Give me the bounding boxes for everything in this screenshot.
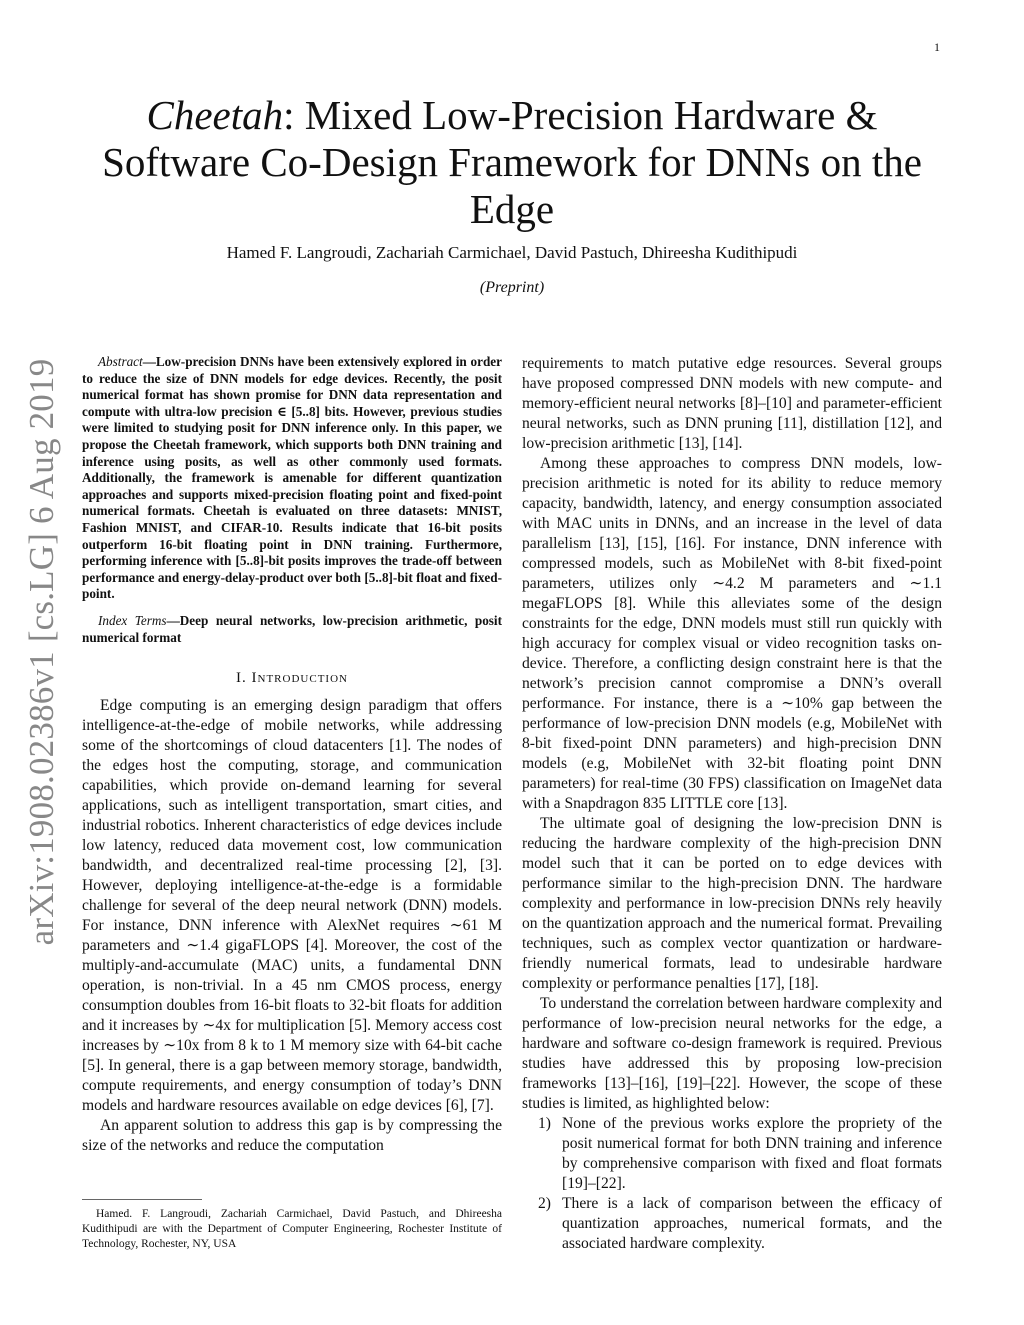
limitations-list — [522, 1114, 942, 1254]
list-item-number: 2) — [538, 1195, 551, 1212]
paragraph: Among these approaches to compress DNN models, low-precision arithmetic is noted for its ability to reduce memory capacity, bandwidth, latency, and energy consumption associated with MAC units in DNNs, and an increase in the level of data parallelism [13], [15], [16]. For instance, DNN inference with compressed models, such as MobileNet with 8-bit fixed-point parameters, utilizes only ∼4.2 M parameters and ∼1.1 megaFLOPS [8]. While this alleviates some of the design constraints for the edge, DNN models must still run quickly with high accuracy for complex visual or video recognition tasks on-device. Therefore, a conflicting design constraint here is that the network’s precision cannot compromise a DNN’s overall performance. For instance, there is a ∼10% gap between the performance of low-precision DNN models (e.g, MobileNet with 8-bit fixed-point DNN parameters) and high-precision DNN models (e.g, MobileNet with 32-bit floating point DNN parameters) for real-time (30 FPS) classification on ImageNet data with a Snapdragon 835 LITTLE core [13]. — [522, 455, 942, 812]
author-list: Hamed F. Langroudi, Zachariah Carmichael, David Pastuch, Dhireesha Kudithipudi — [226, 243, 798, 262]
title-rest: : Mixed Low-Precision Hardware & Software Co-Design Framework for DNNs on the Edge — [102, 92, 922, 232]
abstract — [82, 354, 502, 603]
list-item — [522, 1194, 942, 1254]
title-italic: Cheetah — [146, 92, 284, 138]
index-terms-text: —Deep neural networks, low-precision arithmetic, posit numerical format — [82, 612, 502, 645]
preprint-label: (Preprint) — [479, 279, 545, 296]
abstract-text: —Low-precision DNNs have been extensively explored in order to reduce the size of DNN models for edge devices. Recently, the posit numerical format has shown promise for DNN data representation and compute with ultra-low precision ∈ [5..8] bits. However, previous studies were limited to studying posit for DNN inference only. In this paper, we propose the Cheetah framework, which supports both DNN training and inference using posits, as well as other commonly used formats. Additionally, the framework is amenable for different quantization approaches and supports mixed-precision floating point and fixed-point numerical formats. Cheetah is evaluated on three datasets: MNIST, Fashion MNIST, and CIFAR-10. Results indicate that 16-bit posits outperform 16-bit floating point in DNN training. Furthermore, performing inference with [5..8]-bit posits improves the trade-off between performance and energy-delay-product over both [5..8]-bit float and fixed-point. — [82, 354, 502, 602]
paragraph: requirements to match putative edge resources. Several groups have proposed compressed DNN models with new compute- and memory-efficient neural networks [8]–[10] and parameter-efficient neural networks, such as DNN pruning [11], distillation [12], and low-precision arithmetic [13], [14]. — [522, 355, 942, 452]
right-column — [522, 354, 942, 1254]
paper-title — [90, 92, 934, 233]
index-terms — [82, 613, 502, 646]
list-item-number: 1) — [538, 1115, 551, 1132]
left-column — [82, 354, 502, 1156]
arxiv-stamp — [22, 352, 62, 952]
arxiv-stamp-text: arXiv:1908.02386v1 [cs.LG] 6 Aug 2019 — [22, 358, 61, 946]
page-number: 1 — [934, 40, 940, 54]
list-item-text: There is a lack of comparison between the efficacy of quantization approaches, numerical formats, and the associated hardware complexity. — [562, 1195, 942, 1252]
paragraph: To understand the correlation between hardware complexity and performance of low-precision neural networks for the edge, a hardware and software co-design framework is required. Previous studies have addressed this by proposing low-precision frameworks [13]–[16], [19]–[22]. However, the scope of these studies is limited, as highlighted below: — [522, 995, 942, 1112]
paragraph: The ultimate goal of designing the low-precision DNN is reducing the hardware complexity of the high-precision DNN model such that it can be ported on to edge devices with performance similar to the high-precision DNN. The hardware complexity and performance in low-precision DNNs rely heavily on the quantization approach and the numerical format. Prevailing techniques, such as complex vector quantization or hardware-friendly numerical formats, lead to undesirable hardware complexity or performance penalties [17], [18]. — [522, 815, 942, 992]
section-heading-introduction: I. Introduction — [236, 670, 348, 687]
abstract-lead: Abstract — [98, 354, 143, 369]
index-terms-lead: Index Terms — [98, 612, 167, 628]
footnote-rule — [82, 1199, 202, 1200]
paragraph: An apparent solution to address this gap is by compressing the size of the networks and reduce the computation — [82, 1117, 502, 1155]
paragraph: Edge computing is an emerging design paradigm that offers intelligence-at-the-edge of mobile networks, while addressing some of the shortcomings of cloud datacenters [1]. The nodes of the edges host the computing, storage, and communication capabilities, which provide on-demand learning for several applications, such as intelligent transportation, smart cities, and industrial robotics. Inherent characteristics of edge devices include low latency, reduced data movement cost, low communication bandwidth, and decentralized real-time processing [2], [3]. However, deploying intelligence-at-the-edge is a formidable challenge for several of the deep neural network (DNN) models. For instance, DNN inference with AlexNet requires ∼61 M parameters and ∼1.4 gigaFLOPS [4]. Moreover, the cost of the multiply-and-accumulate (MAC) units, a fundamental DNN operation, is non-trivial. In a 45 nm CMOS process, energy consumption doubles from 16-bit floats to 32-bit floats for addition and it increases by ∼4x for multiplication [5]. Memory access cost increases by ∼10x from 8 k to 1 M memory size with 64-bit cache [5]. In general, there is a gap between memory storage, bandwidth, compute requirements, and energy consumption of today’s DNN models and hardware resources available on edge devices [6], [7]. — [82, 697, 502, 1115]
footnote: Hamed. F. Langroudi, Zachariah Carmichael, David Pastuch, and Dhireesha Kudithipudi are with the Department of Computer Engineering, Rochester Institute of Technology, Rochester, NY, USA — [82, 1208, 502, 1250]
list-item-text: None of the previous works explore the propriety of the posit numerical format for both DNN training and inference by comprehensive comparison with fixed and float formats [19]–[22]. — [562, 1115, 942, 1192]
list-item — [522, 1114, 942, 1194]
